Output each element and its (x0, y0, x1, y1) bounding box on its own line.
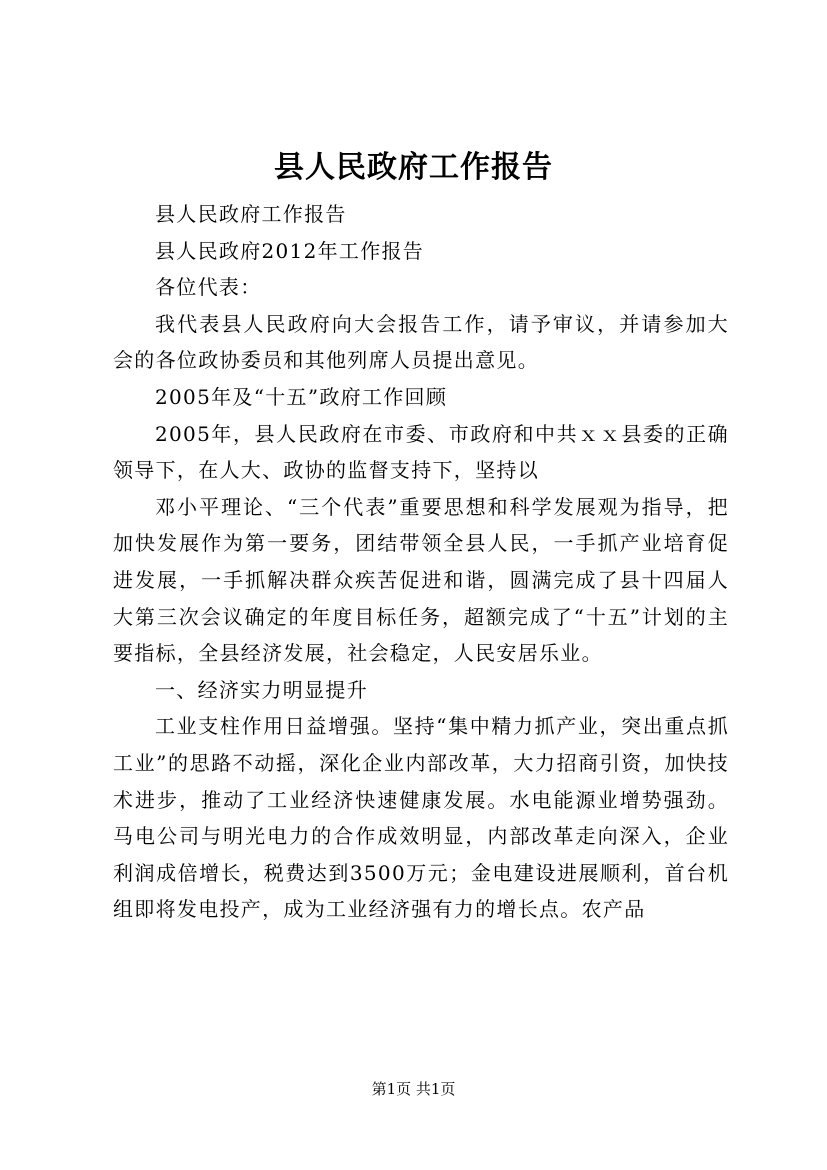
document-body (113, 196, 729, 928)
document-title: 县人民政府工作报告 (274, 150, 553, 185)
paragraph-review-opening: 2005年，县人民政府在市委、市政府和中共ｘｘ县委的正确领导下，在人大、政协的监督支持下，坚持以 (113, 421, 729, 483)
paragraph-subtitle: 县人民政府工作报告 (155, 202, 347, 226)
section-heading-economy: 一、经济实力明显提升 (155, 677, 368, 702)
section-heading-review: 2005年及“十五”政府工作回顾 (155, 384, 448, 409)
paragraph-report-year: 县人民政府2012年工作报告 (155, 238, 425, 263)
paragraph-intro: 我代表县人民政府向大会报告工作，请予审议，并请参加大会的各位政协委员和其他列席人员提出意见。 (113, 311, 729, 373)
paragraph-industry: 工业支柱作用日益增强。坚持“集中精力抓产业，突出重点抓工业”的思路不动摇，深化企业内部改革，大力招商引资，加快技术进步，推动了工业经济快速健康发展。水电能源业增势强劲。马电公司与明光电力的合作成效明显，内部改革走向深入，企业利润成倍增长，税费达到3500万元；金电建设进展顺利，首台机组即将发电投产，成为工业经济强有力的增长点。农产品 (113, 714, 729, 922)
page-footer: 第1页 共1页 (371, 1080, 456, 1098)
paragraph-review-summary: 邓小平理论、“三个代表”重要思想和科学发展观为指导，把加快发展作为第一要务，团结带领全县人民，一手抓产业培育促进发展，一手抓解决群众疾苦促进和谐，圆满完成了县十四届人大第三次会议确定的年度目标任务，超额完成了“十五”计划的主要指标，全县经济发展，社会稳定，人民安居乐业。 (113, 494, 729, 666)
paragraph-salutation: 各位代表： (155, 275, 262, 300)
